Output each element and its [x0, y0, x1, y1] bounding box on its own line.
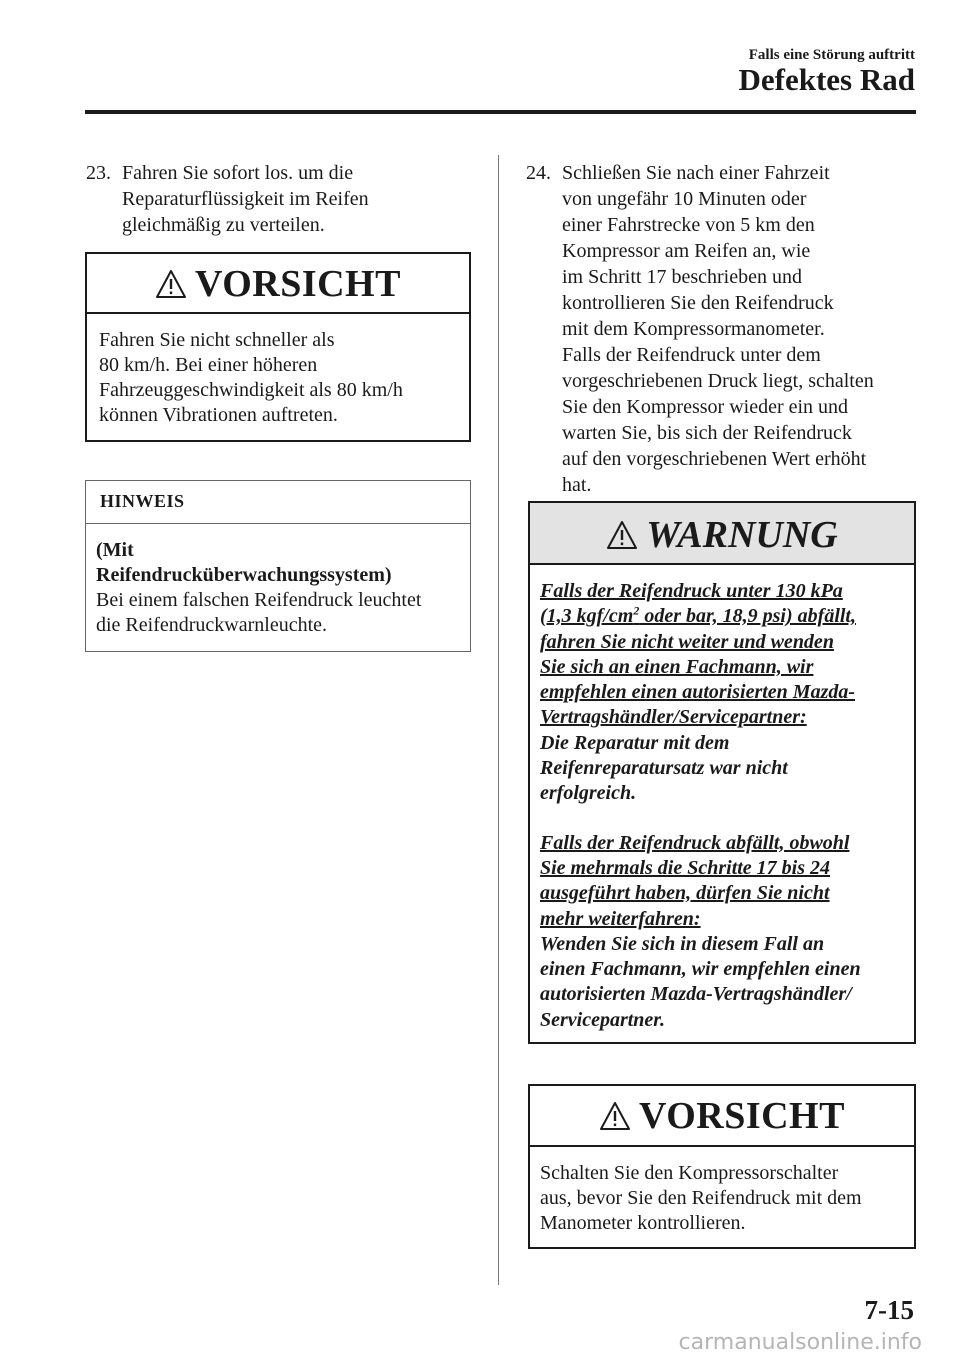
page-number: 7-15: [864, 1295, 914, 1325]
warning-line: (1,3 kgf/$cm^2$ oder bar, 18,9 psi) abfällt,: [540, 603, 856, 628]
note-heading-line: Reifendrucküberwachungssystem): [96, 564, 392, 586]
step-line: gleichmäßig zu verteilen.: [122, 214, 325, 236]
text-line: 80 km/h. Bei einer höheren: [99, 354, 318, 376]
column-divider: [498, 155, 499, 1285]
header-rule: [85, 110, 916, 114]
text-line: Fahrzeuggeschwindigkeit als 80 km/h: [99, 379, 403, 401]
warning-line: Falls der Reifendruck abfällt, obwohl: [540, 831, 850, 854]
step-line: hat.: [562, 474, 592, 496]
text-line: Bei einem falschen Reifendruck leuchtet: [96, 589, 422, 611]
caution-label: VORSICHT: [639, 1095, 845, 1137]
warning-line: autorisierten Mazda-Vertragshändler/: [540, 983, 852, 1006]
note-heading-line: (Mit: [96, 539, 134, 561]
note-box: [85, 480, 471, 652]
step-line: auf den vorgeschriebenen Wert erhöht: [562, 448, 867, 470]
step-line: kontrollieren Sie den Reifendruck: [562, 292, 834, 314]
step-line: Fahren Sie sofort los. um die: [122, 162, 354, 184]
warning-label: WARNUNG: [646, 514, 838, 556]
warning-line: ausgeführt haben, dürfen Sie nicht: [540, 882, 830, 905]
warning-line: fahren Sie nicht weiter und wenden: [540, 630, 834, 653]
warning-line: Sie sich an einen Fachmann, wir: [540, 655, 814, 678]
step-line: von ungefähr 10 Minuten oder: [562, 188, 807, 210]
warning-triangle-icon: [599, 1101, 631, 1131]
warning-header: [530, 503, 914, 565]
warning-triangle-icon: [155, 269, 187, 299]
step-24: [526, 160, 921, 498]
note-label: HINWEIS: [100, 491, 185, 511]
text-line: Fahren Sie nicht schneller als: [99, 329, 335, 351]
step-line: mit dem Kompressormanometer.: [562, 318, 825, 340]
warning-line: Die Reparatur mit dem: [540, 731, 730, 754]
warning-line: Falls der Reifendruck unter 130 kPa: [540, 580, 843, 602]
caution-text: [87, 314, 469, 428]
text-line: die Reifendruckwarnleuchte.: [96, 614, 328, 636]
step-number: 23.: [86, 162, 111, 184]
text-line: Schalten Sie den Kompressorschalter: [540, 1162, 839, 1184]
warning-line: Servicepartner.: [540, 1008, 665, 1031]
step-line: vorgeschriebenen Druck liegt, schalten: [562, 370, 874, 392]
step-line: Reparaturflüssigkeit im Reifen: [122, 188, 369, 210]
caution-header: [87, 254, 469, 314]
caution-label: VORSICHT: [195, 263, 401, 305]
chapter-title: Falls eine Störung auftritt: [748, 47, 915, 63]
text-line: aus, bevor Sie den Reifendruck mit dem: [540, 1187, 862, 1209]
step-line: warten Sie, bis sich der Reifendruck: [562, 422, 852, 444]
warning-line: empfehlen einen autorisierten Mazda-: [540, 681, 856, 704]
step-line: einer Fahrstrecke von 5 km den: [562, 214, 815, 236]
text-line: können Vibrationen auftreten.: [99, 404, 338, 426]
caution-box: [85, 252, 471, 442]
watermark: carmanualsonline.info: [678, 1330, 922, 1355]
warning-line: Wenden Sie sich in diesem Fall an: [540, 932, 825, 955]
step-line: Sie den Kompressor wieder ein und: [562, 396, 849, 418]
superscript: 2: [633, 603, 640, 618]
warning-line: Sie mehrmals die Schritte 17 bis 24: [540, 856, 831, 879]
step-number: 24.: [526, 162, 551, 184]
caution-text: [530, 1147, 914, 1236]
note-header: [86, 481, 470, 524]
text-line: Manometer kontrollieren.: [540, 1212, 746, 1234]
caution-header: [530, 1086, 914, 1147]
step-line: im Schritt 17 beschrieben und: [562, 266, 802, 288]
step-23: [86, 160, 466, 238]
page-title: Defektes Rad: [738, 62, 915, 97]
warning-line: erfolgreich.: [540, 782, 637, 805]
caution-box: [528, 1084, 916, 1249]
step-line: Falls der Reifendruck unter dem: [562, 344, 821, 366]
warning-triangle-icon: [606, 520, 638, 550]
warning-line: einen Fachmann, wir empfehlen einen: [540, 958, 861, 981]
note-text: [86, 524, 470, 638]
step-line: Kompressor am Reifen an, wie: [562, 240, 811, 262]
warning-text: [530, 565, 914, 1033]
warning-box: [528, 501, 916, 1044]
warning-line: Reifenreparatursatz war nicht: [540, 757, 788, 780]
step-line: Schließen Sie nach einer Fahrzeit: [562, 162, 830, 184]
warning-line: mehr weiterfahren:: [540, 907, 701, 930]
warning-line: Vertragshändler/Servicepartner:: [540, 706, 807, 729]
